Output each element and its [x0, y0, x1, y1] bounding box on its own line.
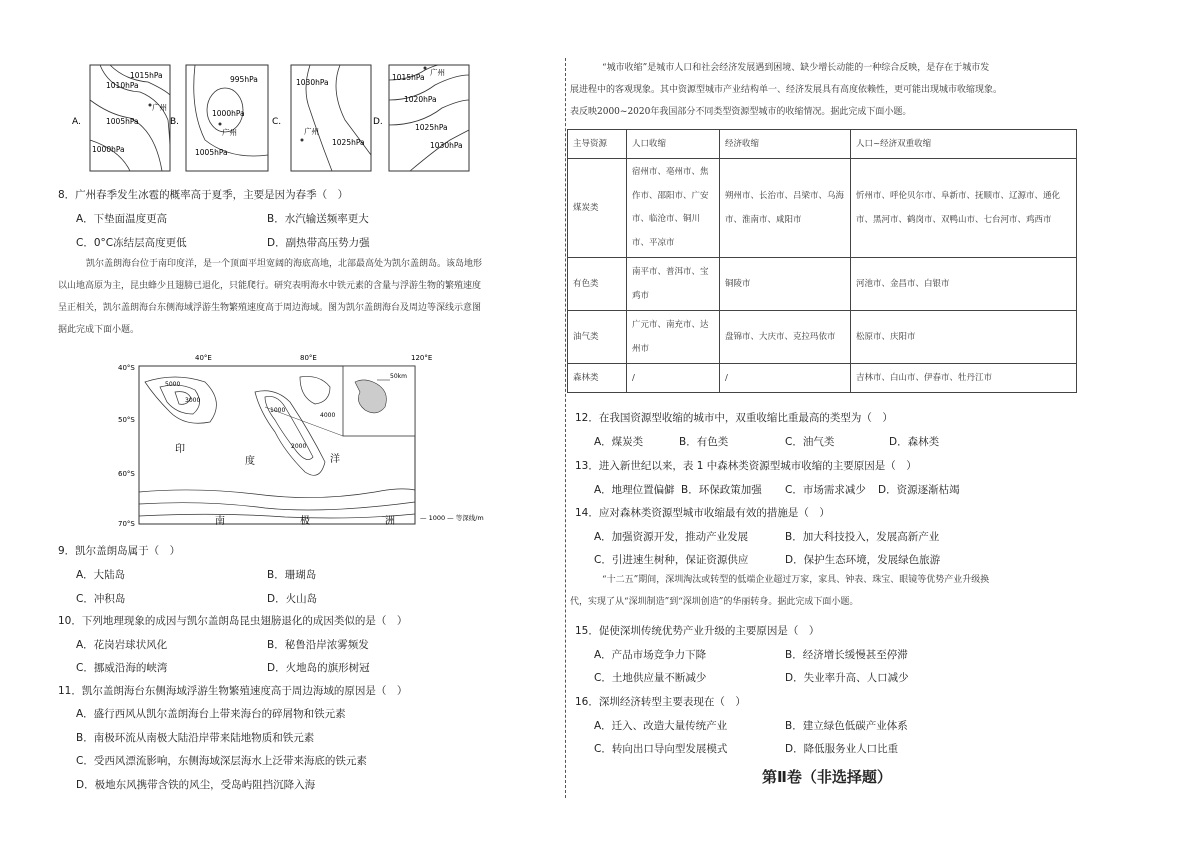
q14-option-d[interactable]: D．保护生态环境，发展绿色旅游	[785, 554, 941, 566]
map-b-letter: B.	[170, 117, 180, 127]
table-row: 油气类 广元市、南充市、达州市 盘锦市、大庆市、克拉玛依市 松原市、庆阳市	[568, 311, 1077, 364]
svg-text:极: 极	[300, 516, 310, 527]
svg-text:1010hPa: 1010hPa	[106, 81, 139, 90]
q12-option-a[interactable]: A．煤炭类	[594, 436, 644, 448]
svg-text:广州: 广州	[304, 127, 319, 136]
q13-option-a[interactable]: A．地理位置偏僻	[594, 484, 675, 496]
q10-option-a[interactable]: A．花岗岩球状风化	[76, 639, 168, 651]
svg-text:1015hPa: 1015hPa	[130, 71, 163, 80]
q9-option-d[interactable]: D．火山岛	[267, 593, 318, 605]
map-c-letter: C.	[272, 117, 282, 127]
svg-text:50°S: 50°S	[118, 416, 135, 424]
question-10-stem: 10．下列地理现象的成因与凯尔盖朗岛昆虫翅膀退化的成因类似的是（ ）	[58, 615, 408, 627]
q8-option-a[interactable]: A．下垫面温度更高	[76, 213, 168, 225]
svg-text:— 1000 — 等深线/m: — 1000 — 等深线/m	[420, 514, 484, 522]
map-a-letter: A.	[72, 117, 81, 127]
svg-text:4000: 4000	[320, 412, 336, 419]
question-9-stem: 9．凯尔盖朗岛属于（ ）	[58, 545, 181, 557]
svg-text:广州: 广州	[152, 103, 167, 112]
svg-text:1025hPa: 1025hPa	[332, 138, 365, 147]
map-d-letter: D.	[373, 117, 383, 127]
svg-text:1030hPa: 1030hPa	[296, 78, 329, 87]
svg-text:120°E: 120°E	[411, 354, 433, 362]
question-13-stem: 13．进入新世纪以来，表 1 中森林类资源型城市收缩的主要原因是（ ）	[575, 460, 917, 472]
q9-option-a[interactable]: A．大陆岛	[76, 569, 126, 581]
svg-text:995hPa: 995hPa	[230, 75, 258, 84]
q12-option-c[interactable]: C．油气类	[785, 436, 835, 448]
q8-option-c[interactable]: C．0°C冻结层高度更低	[76, 237, 187, 249]
kerguelen-bathymetry-figure	[115, 352, 495, 532]
q11-option-d[interactable]: D．极地东风携带含铁的风尘，受岛屿阻挡沉降入海	[76, 779, 316, 791]
q14-option-a[interactable]: A．加强资源开发，推动产业发展	[594, 531, 749, 543]
q10-option-c[interactable]: C．挪威沿海的峡湾	[76, 662, 168, 674]
q12-option-d[interactable]: D．森林类	[889, 436, 940, 448]
q13-option-b[interactable]: B．环保政策加强	[681, 484, 762, 496]
q16-option-b[interactable]: B．建立绿色低碳产业体系	[785, 720, 908, 732]
svg-text:广州: 广州	[430, 68, 445, 77]
isobar-map-c	[272, 65, 371, 171]
q11-option-b[interactable]: B．南极环流从南极大陆沿岸带来陆地物质和铁元素	[76, 732, 315, 744]
q9-option-c[interactable]: C．冲积岛	[76, 593, 126, 605]
q16-option-c[interactable]: C．转向出口导向型发展模式	[594, 743, 728, 755]
table-row: 森林类 / / 吉林市、白山市、伊春市、牡丹江市	[568, 364, 1077, 393]
svg-text:1030hPa: 1030hPa	[430, 141, 463, 150]
section-title: 第Ⅱ卷（非选择题）	[762, 768, 892, 786]
q13-option-c[interactable]: C．市场需求减少	[785, 484, 866, 496]
svg-text:南: 南	[215, 516, 225, 527]
question-14-stem: 14．应对森林类资源型城市收缩最有效的措施是（ ）	[575, 507, 830, 519]
svg-text:50km: 50km	[390, 373, 407, 380]
q16-option-d[interactable]: D．降低服务业人口比重	[785, 743, 899, 755]
question-11-stem: 11．凯尔盖朗海台东侧海域浮游生物繁殖速度高于周边海域的原因是（ ）	[58, 685, 408, 697]
svg-text:1005hPa: 1005hPa	[106, 117, 139, 126]
isobar-maps	[70, 60, 470, 175]
svg-text:1020hPa: 1020hPa	[404, 95, 437, 104]
column-divider	[565, 58, 566, 798]
passage-city-shrinkage: “城市收缩”是城市人口和社会经济发展遇到困境、缺少增长动能的一种综合反映，是存在于城市发 展进程中的客观现象。其中资源型城市产业结构单一、经济发展具有高度依赖性，更可能出现城市收缩现象。 表反映2000~2020年我国部分不同类型资源型城市的收缩情况。据此完成下面小题。	[570, 63, 1003, 117]
q15-option-d[interactable]: D．失业率升高、人口减少	[785, 672, 909, 684]
q10-option-b[interactable]: B．秘鲁沿岸浓雾频发	[267, 639, 369, 651]
question-12-stem: 12．在我国资源型收缩的城市中，双重收缩比重最高的类型为（ ）	[575, 412, 893, 424]
q15-option-c[interactable]: C．土地供应量不断减少	[594, 672, 707, 684]
svg-text:40°S: 40°S	[118, 364, 135, 372]
q15-option-b[interactable]: B．经济增长缓慢甚至停滞	[785, 649, 908, 661]
svg-text:70°S: 70°S	[118, 520, 135, 528]
table-header-row: 主导资源 人口收缩 经济收缩 人口~经济双重收缩	[568, 130, 1077, 159]
q13-option-d[interactable]: D．资源逐渐枯竭	[878, 484, 960, 496]
q8-option-b[interactable]: B．水汽输送频率更大	[267, 213, 369, 225]
svg-text:3000: 3000	[185, 397, 201, 404]
q15-option-a[interactable]: A．产品市场竞争力下降	[594, 649, 707, 661]
svg-text:1015hPa: 1015hPa	[392, 73, 425, 82]
q14-option-b[interactable]: B．加大科技投入，发展高新产业	[785, 531, 940, 543]
q11-option-c[interactable]: C．受西风漂流影响，东侧海域深层海水上泛带来海底的铁元素	[76, 755, 367, 767]
question-15-stem: 15．促使深圳传统优势产业升级的主要原因是（ ）	[575, 625, 820, 637]
q16-option-a[interactable]: A．迁入、改造大量传统产业	[594, 720, 728, 732]
question-8-stem: 8．广州春季发生冰雹的概率高于夏季，主要是因为春季（ ）	[58, 189, 349, 201]
q10-option-d[interactable]: D．火地岛的旗形树冠	[267, 662, 370, 674]
svg-text:度: 度	[245, 456, 255, 467]
svg-text:2000: 2000	[291, 443, 307, 450]
question-16-stem: 16．深圳经济转型主要表现在（ ）	[575, 696, 746, 708]
svg-text:洋: 洋	[330, 454, 340, 465]
svg-text:印: 印	[175, 444, 185, 455]
table-row: 煤炭类 宿州市、亳州市、焦作市、邵阳市、广安市、临沧市、铜川市、平凉市 朔州市、长治市、吕梁市、乌海市、淮南市、咸阳市 忻州市、呼伦贝尔市、阜新市、抚顺市、辽源市、通化市、黑河市、鹤岗市、双鸭山市、七台河市、鸡西市	[568, 159, 1077, 258]
svg-text:80°E: 80°E	[300, 354, 317, 362]
svg-text:40°E: 40°E	[195, 354, 212, 362]
q14-option-c[interactable]: C．引进速生树种，保证资源供应	[594, 554, 749, 566]
passage-kerguelen: 凯尔盖朗海台位于南印度洋，是一个顶面平坦宽阔的海底高地，北部最高处为凯尔盖朗岛。该岛地形 以山地高原为主，昆虫蜂少且翅膀已退化，只能爬行。研究表明海水中铁元素的含量与浮游生物的繁殖速度 呈正相关，凯尔盖朗海台东侧海域浮游生物繁殖速度高于周边海域。图为凯尔盖朗海台及周边等深线示意图 据此完成下面小题。	[58, 259, 483, 335]
resource-city-table	[567, 129, 1077, 393]
svg-text:1000hPa: 1000hPa	[92, 145, 125, 154]
svg-text:1000: 1000	[270, 407, 286, 414]
svg-text:60°S: 60°S	[118, 470, 135, 478]
svg-text:5000: 5000	[165, 381, 181, 388]
passage-shenzhen: “十二五”期间，深圳淘汰或转型的低端企业超过万家，家具、钟表、珠宝、眼镜等优势产业升级换 代，实现了从“深圳制造”到“深圳创造”的华丽转身。据此完成下面小题。	[570, 575, 990, 607]
svg-text:广州: 广州	[222, 128, 237, 137]
q9-option-b[interactable]: B．珊瑚岛	[267, 569, 317, 581]
q11-option-a[interactable]: A．盛行西风从凯尔盖朗海台上带来海台的碎屑物和铁元素	[76, 708, 346, 720]
q12-option-b[interactable]: B．有色类	[679, 436, 729, 448]
svg-text:1005hPa: 1005hPa	[195, 148, 228, 157]
isobar-map-a	[72, 65, 170, 171]
svg-text:1000hPa: 1000hPa	[212, 109, 245, 118]
q8-option-d[interactable]: D．副热带高压势力强	[267, 237, 370, 249]
isobar-map-d	[373, 65, 469, 171]
svg-text:1025hPa: 1025hPa	[415, 123, 448, 132]
svg-text:洲: 洲	[385, 516, 395, 527]
isobar-map-b	[170, 65, 268, 171]
table-row: 有色类 南平市、普洱市、宝鸡市 铜陵市 河池市、金昌市、白银市	[568, 258, 1077, 311]
